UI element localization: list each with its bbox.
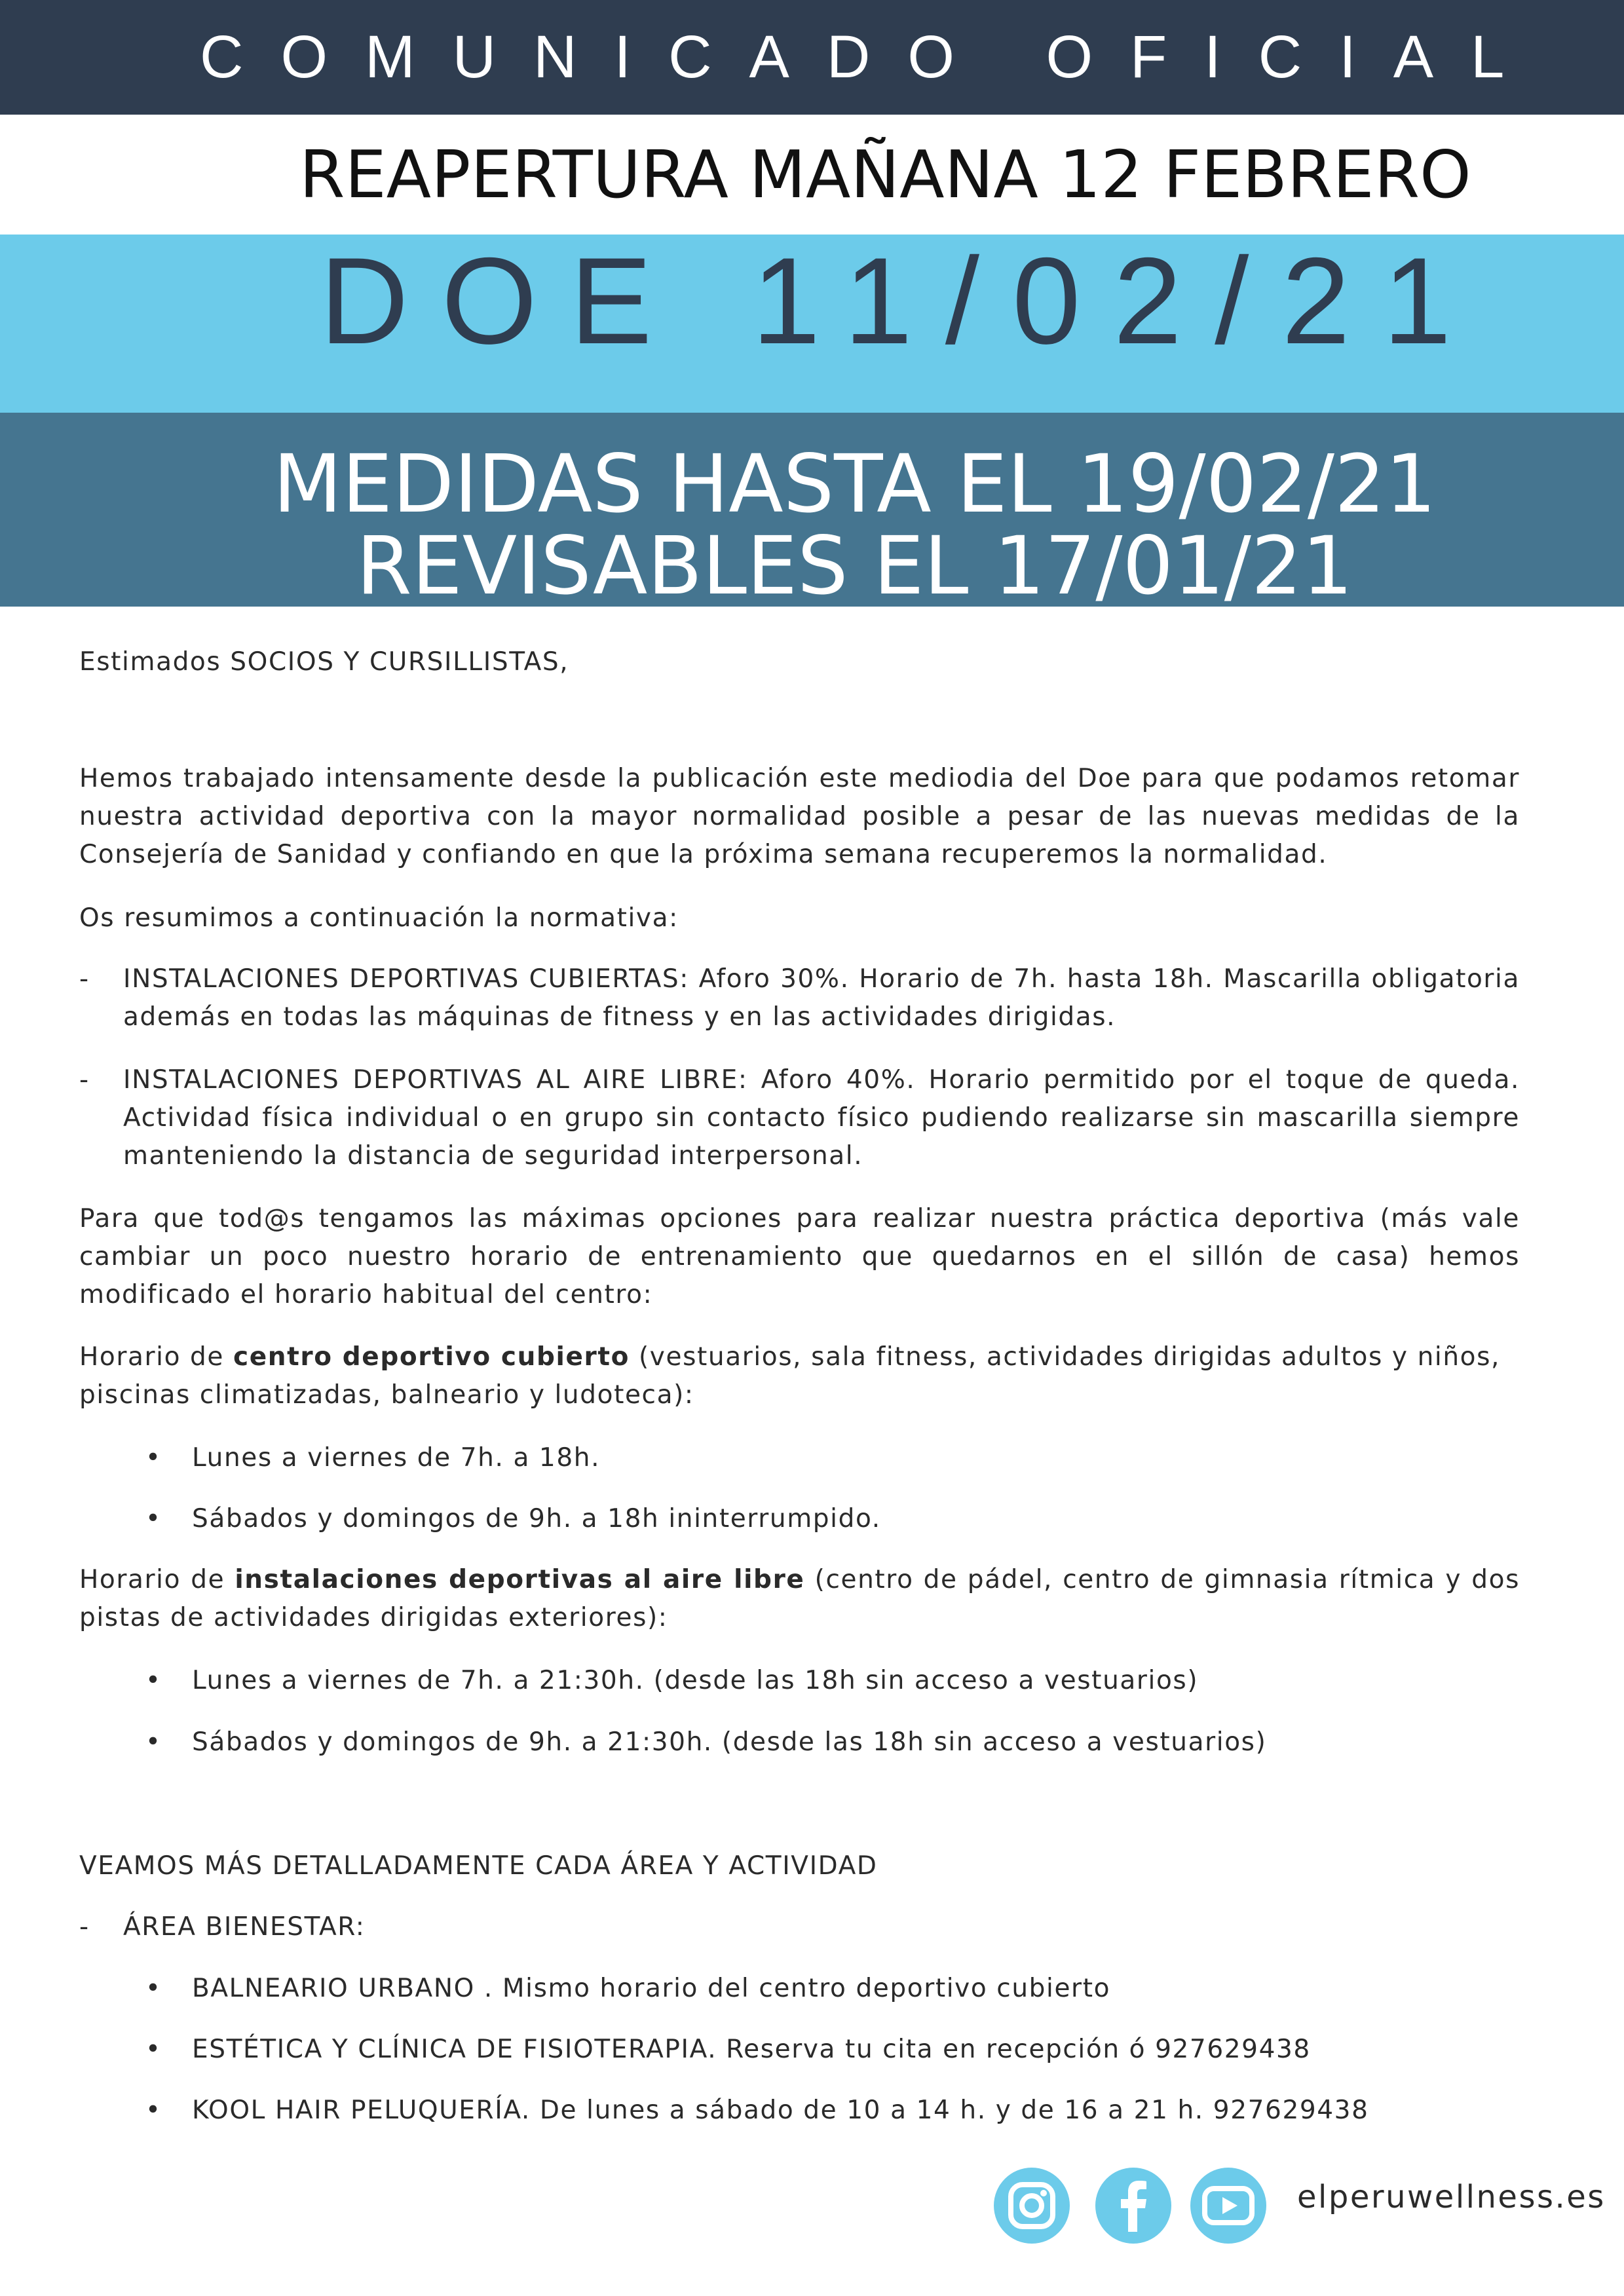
- aire-libre-label: instalaciones deportivas al aire libre: [235, 1565, 805, 1594]
- horario-prefix: Horario de: [79, 1342, 233, 1372]
- medidas-banner: [0, 413, 1624, 612]
- bullet-dot: •: [145, 1974, 162, 2003]
- dash-marker: -: [79, 1065, 90, 1095]
- horario-prefix: Horario de: [79, 1565, 235, 1594]
- greeting: Estimados SOCIOS Y CURSILLISTAS,: [79, 647, 569, 677]
- instagram-icon[interactable]: [992, 2166, 1071, 2245]
- horario-aire-libre-paragraph: [79, 1561, 1520, 1637]
- dash-marker: -: [79, 964, 90, 994]
- youtube-icon[interactable]: [1189, 2166, 1268, 2245]
- bullet-dot: •: [145, 1727, 162, 1757]
- bullet-dot: •: [145, 1666, 162, 1695]
- bullet-text: Sábados y domingos de 9h. a 21:30h. (desde las 18h sin acceso a vestuarios): [192, 1727, 1267, 1757]
- horario-cubierto-detail: (vestuarios, sala fitness, actividades dirigidas adultos y niños, piscinas climatizadas, balneario y ludoteca):: [79, 1342, 1501, 1410]
- bullet-dot: •: [145, 1443, 162, 1473]
- normativa-text: INSTALACIONES DEPORTIVAS CUBIERTAS: Aforo 30%. Horario de 7h. hasta 18h. Mascarilla obligatoria además en todas las máquinas de fitness y en las actividades dirigidas.: [123, 964, 1520, 1032]
- detalle-heading: VEAMOS MÁS DETALLADAMENTE CADA ÁREA Y ACTIVIDAD: [79, 1851, 878, 1881]
- dash-marker: -: [79, 1912, 90, 1942]
- bullet-text: Lunes a viernes de 7h. a 18h.: [192, 1443, 601, 1473]
- doe-date-banner: [0, 232, 1624, 413]
- bullet-text: ESTÉTICA Y CLÍNICA DE FISIOTERAPIA. Reserva tu cita en recepción ó 927629438: [192, 2035, 1311, 2064]
- resumen-line: Os resumimos a continuación la normativa:: [79, 903, 679, 933]
- horario-aire-detail: (centro de pádel, centro de gimnasia rítmica y dos pistas de actividades dirigidas exteriores):: [79, 1565, 1520, 1632]
- website-link[interactable]: elperuwellness.es: [1297, 2179, 1606, 2215]
- facebook-icon[interactable]: [1094, 2166, 1173, 2245]
- normativa-text: INSTALACIONES DEPORTIVAS AL AIRE LIBRE: Aforo 40%. Horario permitido por el toque de queda. Actividad física individual o en grupo sin contacto físico pudiendo realizarse sin mascarilla siempre manteniendo la distancia de seguridad interpersonal.: [123, 1065, 1520, 1171]
- medidas-line-2: REVISABLES EL 17/01/21: [356, 519, 1353, 612]
- bullet-text: Sábados y domingos de 9h. a 18h ininterrumpido.: [192, 1504, 881, 1534]
- area-bienestar-label: ÁREA BIENESTAR:: [123, 1912, 366, 1942]
- bullet-dot: •: [145, 1504, 162, 1534]
- centro-cubierto-label: centro deportivo cubierto: [233, 1342, 630, 1372]
- bullet-text: KOOL HAIR PELUQUERÍA. De lunes a sábado de 10 a 14 h. y de 16 a 21 h. 927629438: [192, 2096, 1369, 2125]
- bullet-dot: •: [145, 2096, 162, 2125]
- medidas-line-1: MEDIDAS HASTA EL 19/02/21: [273, 438, 1437, 531]
- bullet-dot: •: [145, 2035, 162, 2064]
- horario-cubierto-paragraph: [79, 1338, 1520, 1414]
- bullet-text: Lunes a viernes de 7h. a 21:30h. (desde las 18h sin acceso a vestuarios): [192, 1666, 1199, 1695]
- comunicado-oficial-title: COMUNICADO OFICIAL: [200, 24, 1542, 90]
- reapertura-banner: [0, 115, 1624, 235]
- intro-paragraph: Hemos trabajado intensamente desde la publicación este mediodia del Doe para que podamos retomar nuestra actividad deportiva con la mayor normalidad posible a pesar de las nuevas medidas de la Consejería de Sanidad y confiando en que la próxima semana recuperemos la normalidad.: [79, 764, 1520, 869]
- comunicado-oficial-banner: [0, 0, 1624, 115]
- reapertura-title: REAPERTURA MAÑANA 12 FEBRERO: [299, 136, 1471, 213]
- opciones-paragraph: Para que tod@s tengamos las máximas opciones para realizar nuestra práctica deportiva (más vale cambiar un poco nuestro horario de entrenamiento que quedarnos en el sillón de casa) hemos modificado el horario habitual del centro:: [79, 1204, 1520, 1309]
- doe-date: DOE 11/02/21: [320, 232, 1484, 369]
- bullet-text: BALNEARIO URBANO . Mismo horario del centro deportivo cubierto: [192, 1974, 1111, 2003]
